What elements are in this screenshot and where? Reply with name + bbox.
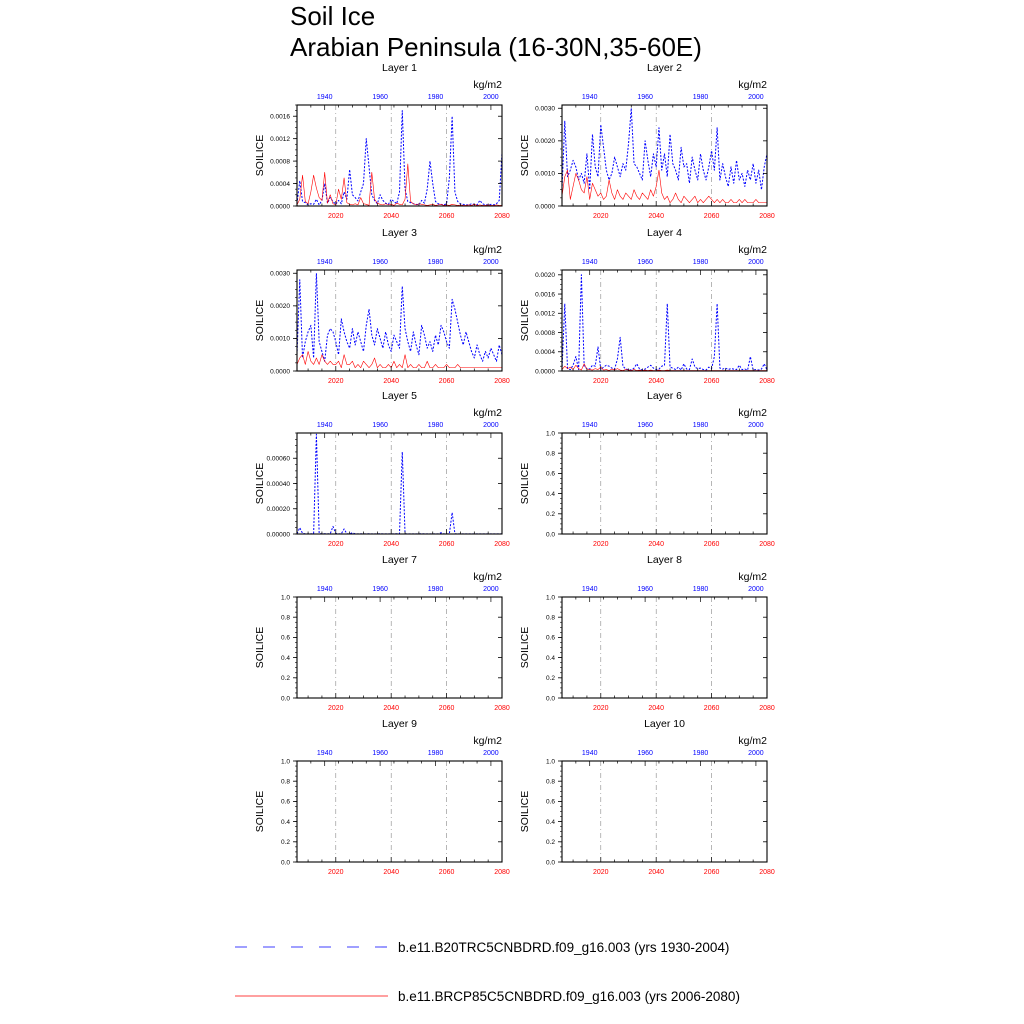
y-tick-label: 0.0010 (535, 170, 555, 178)
y-tick-label: 0.00020 (266, 506, 290, 514)
legend-label-rcp85: b.e11.BRCP85C5CNBDRD.f09_g16.003 (yrs 2006-2080) (398, 989, 740, 1004)
x-tick-label-top: 2000 (483, 586, 499, 593)
y-tick-label: 0.8 (545, 450, 555, 458)
x-tick-label-top: 1960 (372, 259, 388, 266)
panel-title-layer-8: Layer 8 (646, 554, 683, 566)
x-tick-label-bottom: 2040 (648, 378, 664, 385)
units-label: kg/m2 (473, 79, 502, 91)
x-tick-label-bottom: 2040 (648, 869, 664, 876)
x-tick-label-top: 1960 (637, 422, 653, 429)
x-tick-label-top: 1940 (581, 94, 598, 101)
y-tick-label: 0.6 (545, 634, 555, 642)
x-tick-label-top: 2000 (748, 422, 764, 429)
x-tick-label-top: 1940 (316, 422, 333, 429)
y-tick-label: 0.0008 (270, 158, 290, 166)
x-tick-label-bottom: 2080 (759, 541, 775, 548)
y-tick-label: 0.0012 (270, 135, 290, 143)
x-tick-label-bottom: 2080 (494, 705, 510, 712)
plot-frame (562, 433, 767, 534)
panel-layer-8 (519, 554, 775, 712)
units-label: kg/m2 (473, 735, 502, 747)
y-axis-label: SOILICE (254, 790, 266, 833)
plot-frame (562, 761, 767, 862)
y-tick-label: 0.4 (545, 654, 555, 662)
x-tick-label-bottom: 2060 (438, 541, 455, 548)
x-tick-label-bottom: 2040 (648, 213, 664, 220)
units-label: kg/m2 (738, 79, 767, 91)
y-tick-label: 0.2 (280, 675, 290, 683)
y-tick-label: 0.00040 (266, 480, 290, 488)
x-tick-label-bottom: 2060 (703, 541, 720, 548)
y-tick-label: 0.0 (280, 695, 290, 703)
chart-title-line-2: Arabian Peninsula (16-30N,35-60E) (290, 32, 702, 62)
panel-title-layer-2: Layer 2 (646, 62, 683, 74)
x-tick-label-bottom: 2080 (759, 869, 775, 876)
series-line-historical (562, 108, 767, 189)
x-tick-label-bottom: 2040 (383, 705, 399, 712)
plot-frame (297, 270, 502, 371)
x-tick-label-bottom: 2060 (703, 705, 720, 712)
x-tick-label-top: 1980 (692, 259, 709, 266)
x-tick-label-bottom: 2080 (759, 213, 775, 220)
x-tick-label-top: 1940 (316, 750, 333, 757)
x-tick-label-bottom: 2020 (592, 541, 609, 548)
x-tick-label-top: 2000 (748, 750, 764, 757)
plot-frame (297, 433, 502, 534)
y-tick-label: 0.00060 (266, 455, 290, 463)
series-line-historical (297, 273, 502, 361)
x-tick-label-bottom: 2040 (383, 378, 399, 385)
x-tick-label-top: 1980 (427, 422, 444, 429)
panel-title-layer-4: Layer 4 (646, 227, 683, 239)
x-tick-label-top: 2000 (748, 94, 764, 101)
panel-layer-7 (254, 554, 510, 712)
x-tick-label-top: 1960 (637, 750, 653, 757)
x-tick-label-bottom: 2020 (327, 869, 344, 876)
y-axis-label: SOILICE (254, 134, 266, 177)
x-tick-label-top: 1980 (427, 259, 444, 266)
panel-title-layer-3: Layer 3 (381, 227, 418, 239)
y-tick-label: 0.2 (545, 675, 555, 683)
y-tick-label: 0.0 (280, 859, 290, 867)
y-tick-label: 1.0 (545, 594, 555, 602)
x-tick-label-top: 1980 (692, 422, 709, 429)
y-tick-label: 1.0 (280, 758, 290, 766)
plot-frame (562, 270, 767, 371)
x-tick-label-top: 1940 (316, 586, 333, 593)
x-tick-label-bottom: 2020 (592, 869, 609, 876)
panel-title-layer-7: Layer 7 (381, 554, 418, 566)
x-tick-label-top: 2000 (483, 94, 499, 101)
y-tick-label: 0.0030 (535, 105, 555, 113)
y-tick-label: 0.0004 (270, 180, 290, 188)
units-label: kg/m2 (738, 244, 767, 256)
x-tick-label-bottom: 2060 (438, 378, 455, 385)
y-axis-label: SOILICE (519, 790, 531, 833)
y-axis-label: SOILICE (519, 299, 531, 342)
x-tick-label-bottom: 2020 (327, 705, 344, 712)
y-tick-label: 0.0000 (270, 203, 290, 211)
x-tick-label-bottom: 2080 (759, 378, 775, 385)
panel-layer-10 (519, 718, 775, 876)
plot-frame (297, 761, 502, 862)
y-tick-label: 0.0008 (535, 329, 555, 337)
x-tick-label-top: 1960 (637, 259, 653, 266)
y-tick-label: 0.2 (545, 511, 555, 519)
y-tick-label: 0.6 (280, 798, 290, 806)
x-tick-label-bottom: 2020 (327, 541, 344, 548)
x-tick-label-bottom: 2080 (494, 869, 510, 876)
x-tick-label-top: 1980 (427, 586, 444, 593)
x-tick-label-top: 2000 (483, 259, 499, 266)
y-tick-label: 0.0016 (270, 113, 290, 121)
x-tick-label-top: 1940 (581, 422, 598, 429)
y-tick-label: 0.0 (545, 695, 555, 703)
x-tick-label-top: 2000 (483, 750, 499, 757)
x-tick-label-top: 1980 (692, 94, 709, 101)
units-label: kg/m2 (738, 571, 767, 583)
panel-layer-3 (254, 227, 510, 385)
x-tick-label-top: 2000 (748, 259, 764, 266)
series-line-historical (297, 111, 502, 205)
x-tick-label-top: 1960 (637, 94, 653, 101)
x-tick-label-top: 1960 (372, 422, 388, 429)
x-tick-label-bottom: 2020 (592, 705, 609, 712)
x-tick-label-bottom: 2040 (648, 541, 664, 548)
y-tick-label: 0.4 (545, 818, 555, 826)
x-tick-label-bottom: 2020 (592, 378, 609, 385)
panel-layer-6 (519, 390, 775, 548)
x-tick-label-top: 1940 (581, 750, 598, 757)
x-tick-label-bottom: 2060 (703, 378, 720, 385)
x-tick-label-top: 1980 (427, 94, 444, 101)
y-tick-label: 0.8 (280, 614, 290, 622)
y-tick-label: 0.0016 (535, 291, 555, 299)
x-tick-label-bottom: 2040 (383, 213, 399, 220)
x-tick-label-bottom: 2040 (383, 869, 399, 876)
x-tick-label-top: 1980 (427, 750, 444, 757)
panel-layer-4 (519, 227, 775, 385)
panel-title-layer-5: Layer 5 (381, 390, 418, 402)
y-tick-label: 0.6 (280, 634, 290, 642)
y-tick-label: 0.8 (545, 614, 555, 622)
y-tick-label: 0.0 (545, 859, 555, 867)
series-line-historical (297, 434, 502, 534)
x-tick-label-top: 1940 (581, 259, 598, 266)
series-line-rcp85 (562, 170, 767, 203)
y-tick-label: 1.0 (280, 594, 290, 602)
x-tick-label-bottom: 2060 (438, 213, 455, 220)
plot-frame (562, 597, 767, 698)
panel-layer-2 (519, 62, 775, 220)
y-tick-label: 0.0020 (535, 272, 555, 280)
y-axis-label: SOILICE (254, 299, 266, 342)
y-axis-label: SOILICE (519, 462, 531, 505)
y-tick-label: 0.2 (280, 839, 290, 847)
y-tick-label: 0.6 (545, 470, 555, 478)
y-tick-label: 0.0012 (535, 310, 555, 318)
chart-title-line-1: Soil Ice (290, 1, 376, 31)
x-tick-label-top: 1960 (372, 94, 388, 101)
y-tick-label: 0.4 (545, 490, 555, 498)
y-tick-label: 0.0004 (535, 349, 555, 357)
panel-title-layer-9: Layer 9 (381, 718, 418, 730)
y-tick-label: 0.2 (545, 839, 555, 847)
y-axis-label: SOILICE (254, 626, 266, 669)
y-tick-label: 0.0 (545, 531, 555, 539)
panel-title-layer-1: Layer 1 (381, 62, 418, 74)
x-tick-label-bottom: 2020 (327, 378, 344, 385)
panel-layer-9 (254, 718, 510, 876)
y-tick-label: 0.4 (280, 654, 290, 662)
y-tick-label: 0.0000 (535, 203, 555, 211)
x-tick-label-top: 1940 (316, 94, 333, 101)
x-tick-label-bottom: 2060 (438, 705, 455, 712)
units-label: kg/m2 (473, 244, 502, 256)
units-label: kg/m2 (738, 407, 767, 419)
units-label: kg/m2 (738, 735, 767, 747)
y-tick-label: 0.6 (545, 798, 555, 806)
x-tick-label-bottom: 2020 (327, 213, 344, 220)
x-tick-label-top: 1940 (581, 586, 598, 593)
x-tick-label-bottom: 2020 (592, 213, 609, 220)
plot-frame (297, 597, 502, 698)
y-tick-label: 0.0030 (270, 270, 290, 278)
y-tick-label: 0.0020 (270, 303, 290, 311)
y-tick-label: 0.8 (280, 778, 290, 786)
y-tick-label: 1.0 (545, 430, 555, 438)
panel-layer-1 (254, 62, 510, 220)
y-tick-label: 0.0020 (535, 138, 555, 146)
x-tick-label-top: 2000 (483, 422, 499, 429)
x-tick-label-top: 1960 (372, 750, 388, 757)
y-tick-label: 1.0 (545, 758, 555, 766)
x-tick-label-bottom: 2060 (703, 213, 720, 220)
x-tick-label-top: 1980 (692, 586, 709, 593)
x-tick-label-bottom: 2060 (703, 869, 720, 876)
series-line-historical (562, 275, 767, 370)
x-tick-label-top: 1940 (316, 259, 333, 266)
x-tick-label-bottom: 2080 (759, 705, 775, 712)
x-tick-label-top: 1980 (692, 750, 709, 757)
x-tick-label-bottom: 2080 (494, 213, 510, 220)
panel-title-layer-6: Layer 6 (646, 390, 683, 402)
panel-layer-5 (254, 390, 510, 548)
y-tick-label: 0.4 (280, 818, 290, 826)
y-tick-label: 0.0010 (270, 335, 290, 343)
y-axis-label: SOILICE (519, 626, 531, 669)
x-tick-label-bottom: 2080 (494, 378, 510, 385)
x-tick-label-top: 2000 (748, 586, 764, 593)
y-tick-label: 0.0000 (535, 368, 555, 376)
legend-label-historical: b.e11.B20TRC5CNBDRD.f09_g16.003 (yrs 1930-2004) (398, 940, 730, 955)
y-tick-label: 0.00000 (266, 531, 290, 539)
x-tick-label-top: 1960 (637, 586, 653, 593)
panel-title-layer-10: Layer 10 (644, 718, 685, 730)
units-label: kg/m2 (473, 407, 502, 419)
y-axis-label: SOILICE (254, 462, 266, 505)
legend (235, 940, 740, 1004)
x-tick-label-bottom: 2040 (383, 541, 399, 548)
x-tick-label-top: 1960 (372, 586, 388, 593)
x-tick-label-bottom: 2040 (648, 705, 664, 712)
y-tick-label: 0.8 (545, 778, 555, 786)
x-tick-label-bottom: 2060 (438, 869, 455, 876)
panel-grid (254, 62, 775, 876)
series-line-rcp85 (297, 351, 502, 367)
x-tick-label-bottom: 2080 (494, 541, 510, 548)
units-label: kg/m2 (473, 571, 502, 583)
y-tick-label: 0.0000 (270, 368, 290, 376)
y-axis-label: SOILICE (519, 134, 531, 177)
